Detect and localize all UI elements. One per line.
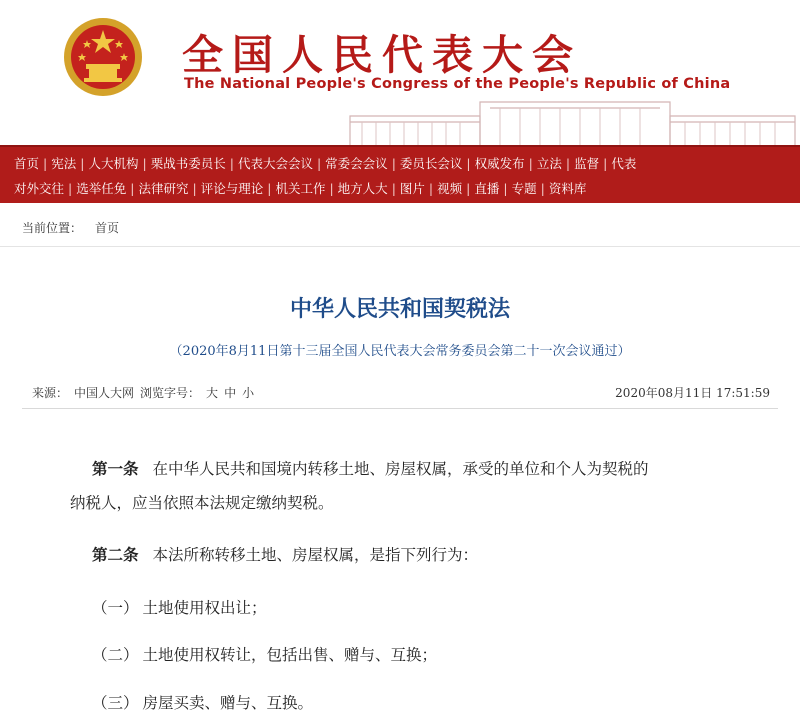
list-item-number: （三） [92, 694, 139, 712]
nav-item-chairmen-meetings[interactable]: 委员长会议 [399, 156, 463, 171]
nav-row-1 [14, 154, 636, 172]
main-navigation [0, 145, 800, 203]
nav-item-constitution[interactable]: 宪法 [51, 156, 77, 171]
nav-separator: | [565, 156, 571, 171]
list-item-number: （一） [92, 599, 139, 617]
paragraph-text-continued: 纳税人，应当依照本法规定缴纳契税。 [70, 494, 334, 512]
nav-row-2 [14, 179, 586, 197]
article-paragraph-2 [92, 538, 772, 572]
nav-separator: | [80, 156, 85, 171]
nav-separator: | [540, 181, 545, 196]
nav-item-supervision[interactable]: 监督 [574, 156, 600, 171]
nav-item-topics[interactable]: 专题 [511, 181, 537, 196]
nav-item-releases[interactable]: 权威发布 [474, 156, 525, 171]
breadcrumb [0, 203, 800, 247]
site-title: 全国人民代表大会 [182, 31, 582, 79]
nav-separator: | [466, 156, 471, 171]
nav-separator: | [329, 181, 334, 196]
publish-time: 17:51:59 [716, 386, 770, 400]
nav-separator: | [466, 181, 471, 196]
nav-item-home[interactable]: 首页 [14, 156, 40, 171]
nav-item-videos[interactable]: 视频 [437, 181, 463, 196]
article-title: 中华人民共和国契税法 [289, 296, 510, 322]
nav-item-pictures[interactable]: 图片 [399, 181, 425, 196]
publish-date: 2020年08月11日 [615, 386, 713, 400]
nav-item-foreign-affairs[interactable]: 对外交往 [14, 181, 65, 196]
list-item-text: 房屋买卖、赠与、互换。 [142, 694, 314, 712]
nav-separator: | [267, 181, 272, 196]
site-header [0, 0, 800, 145]
nav-item-chairman[interactable]: 栗战书委员长 [150, 156, 226, 171]
nav-item-commentary[interactable]: 评论与理论 [200, 181, 264, 196]
nav-item-database[interactable]: 资料库 [548, 181, 587, 196]
nav-separator: | [528, 156, 533, 171]
nav-separator: | [503, 181, 508, 196]
nav-separator: | [316, 156, 322, 171]
article-number: 第一条 [92, 459, 139, 478]
list-item-number: （二） [92, 646, 139, 664]
nav-item-local-congress[interactable]: 地方人大 [337, 181, 388, 196]
nav-separator: | [192, 181, 197, 196]
paragraph-text: 在中华人民共和国境内转移土地、房屋权属，承受的单位和个人为契税的 [152, 460, 649, 478]
meta-divider [22, 408, 778, 409]
nav-separator: | [391, 181, 396, 196]
nav-separator: | [428, 181, 434, 196]
great-hall-icon [340, 92, 800, 145]
font-size-label: 浏览字号： [140, 386, 201, 400]
font-medium-button[interactable]: 中 [224, 386, 237, 400]
article-subtitle: （2020年8月11日第十三届全国人民代表大会常务委员会第二十一次会议通过） [169, 344, 631, 359]
nav-separator: | [68, 181, 73, 196]
nav-item-deputies[interactable]: 代表 [611, 156, 637, 171]
font-large-button[interactable]: 大 [206, 386, 219, 400]
article-paragraph-1 [70, 452, 752, 520]
list-item [92, 691, 313, 713]
list-item-text: 土地使用权出让； [142, 599, 267, 617]
national-emblem-icon[interactable] [62, 16, 144, 98]
nav-item-standing-committee[interactable]: 常委会会议 [325, 156, 388, 171]
font-small-button[interactable]: 小 [242, 386, 255, 400]
nav-item-institutions[interactable]: 人大机构 [88, 156, 139, 171]
source-name: 中国人大网 [74, 386, 135, 400]
nav-separator: | [130, 181, 135, 196]
nav-separator: | [142, 156, 147, 171]
publish-datetime [615, 384, 770, 401]
paragraph-text: 本法所称转移土地、房屋权属，是指下列行为： [152, 546, 479, 564]
list-item [92, 643, 437, 665]
nav-item-congress-sessions[interactable]: 代表大会会议 [237, 156, 313, 171]
source-label: 来源： [32, 386, 69, 400]
nav-separator: | [43, 156, 48, 171]
list-item [92, 596, 267, 618]
nav-separator: | [603, 156, 608, 171]
nav-item-legislation[interactable]: 立法 [536, 156, 562, 171]
nav-separator: | [391, 156, 396, 171]
site-subtitle: The National People's Congress of the People's Republic of China [184, 76, 731, 92]
nav-item-elections[interactable]: 选举任免 [76, 181, 127, 196]
breadcrumb-home-link[interactable]: 首页 [95, 221, 120, 235]
list-item-text: 土地使用权转让，包括出售、赠与、互换； [142, 646, 438, 664]
article-meta [22, 382, 778, 404]
nav-separator: | [229, 156, 234, 171]
breadcrumb-label: 当前位置： [22, 221, 83, 235]
article-number: 第二条 [92, 545, 139, 564]
article-meta-left [32, 384, 260, 401]
nav-item-organs[interactable]: 机关工作 [275, 181, 326, 196]
nav-item-live[interactable]: 直播 [474, 181, 500, 196]
nav-item-legal-research[interactable]: 法律研究 [138, 181, 189, 196]
